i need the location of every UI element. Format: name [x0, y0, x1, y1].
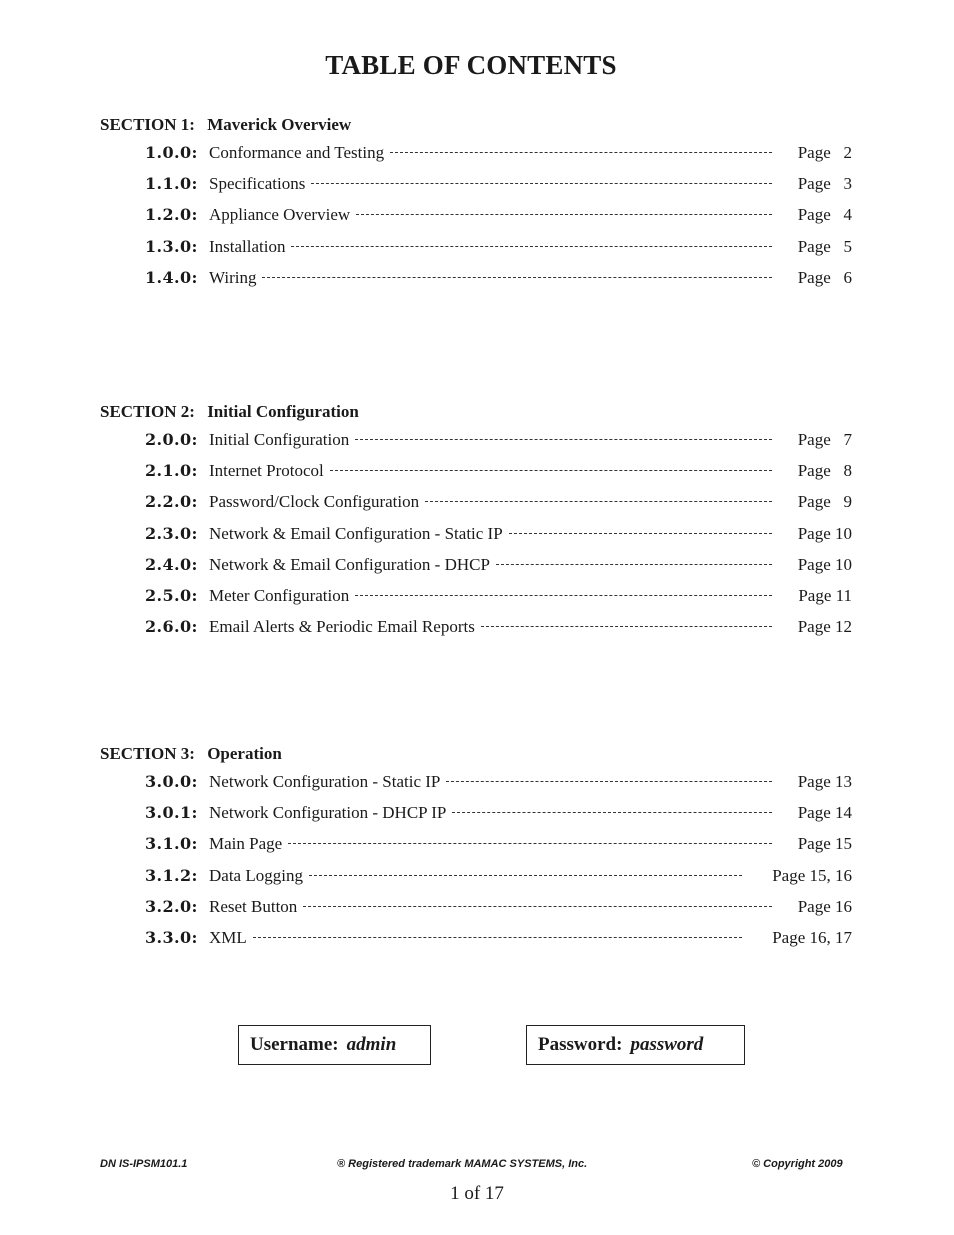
- entry-number: 3.0.0:: [145, 772, 198, 791]
- entry-title-wrap: [209, 860, 750, 891]
- dotted-leader: [330, 470, 772, 471]
- entry-page: Page 3: [797, 174, 852, 194]
- entry-number: 2.0.0:: [145, 430, 198, 449]
- entry-title: Internet Protocol: [209, 461, 324, 481]
- entry-title-wrap: [209, 199, 780, 230]
- entry-number: 2.6.0:: [145, 617, 198, 637]
- entry-title-wrap: [209, 424, 780, 455]
- entry-number: 1.1.0:: [145, 174, 198, 194]
- entry-title-wrap: [209, 611, 780, 642]
- toc-entry[interactable]: [100, 231, 852, 262]
- entry-page: Page 14: [797, 803, 852, 823]
- copyright-notice: © Copyright 2009: [752, 1158, 843, 1170]
- entry-page: Page 4: [797, 205, 852, 225]
- section-1: [100, 113, 852, 293]
- toc-entry[interactable]: [100, 922, 852, 953]
- toc-entry[interactable]: [100, 828, 852, 859]
- toc-entry[interactable]: [100, 891, 852, 922]
- entry-number: 2.1.0:: [145, 461, 198, 481]
- entry-page: Page 10: [797, 554, 852, 574]
- entry-title-wrap: [209, 828, 780, 859]
- dotted-leader: [446, 781, 772, 782]
- toc-entry[interactable]: [100, 580, 852, 611]
- entry-page: Page 8: [797, 461, 852, 481]
- page-indicator: 1 of 17: [450, 1183, 504, 1204]
- entry-number: 3.3.0:: [145, 927, 198, 947]
- entry-page: Page 12: [797, 617, 852, 637]
- entry-page: Page 13: [797, 772, 852, 791]
- entry-title: XML: [209, 927, 247, 947]
- entry-number: 2.3.0:: [145, 523, 198, 543]
- dotted-leader: [452, 812, 772, 813]
- toc-entry[interactable]: [100, 797, 852, 828]
- dotted-leader: [288, 843, 772, 844]
- section-label: SECTION 2:: [100, 402, 195, 421]
- dotted-leader: [496, 564, 772, 565]
- entry-number: 3.2.0:: [145, 896, 198, 916]
- toc-entry[interactable]: [100, 486, 852, 517]
- entry-title: Password/Clock Configuration: [209, 492, 420, 512]
- entry-title-wrap: [209, 486, 780, 517]
- section-label: SECTION 1:: [100, 115, 195, 134]
- toc-entry[interactable]: [100, 549, 852, 580]
- entry-title: Network & Email Configuration - DHCP: [209, 554, 490, 574]
- entry-number: 1.3.0:: [145, 236, 198, 256]
- entry-number: 2.5.0:: [145, 585, 198, 605]
- entry-page: Page 2: [797, 143, 852, 162]
- toc-entry[interactable]: [100, 766, 852, 797]
- entry-title: Specifications: [209, 174, 306, 194]
- section-name: Initial Configuration: [207, 402, 359, 421]
- entry-number: 1.4.0:: [145, 267, 198, 287]
- username-value: admin: [346, 1034, 397, 1055]
- entry-number: 3.0.1:: [145, 803, 198, 823]
- dotted-leader: [311, 183, 772, 184]
- toc-entry[interactable]: [100, 199, 852, 230]
- section-heading: [100, 742, 852, 766]
- entry-number: 1.0.0:: [145, 143, 198, 162]
- entry-title: Conformance and Testing: [209, 143, 385, 162]
- entry-title-wrap: [209, 549, 780, 580]
- entry-page: Page 7: [797, 430, 852, 449]
- entry-number: 1.2.0:: [145, 205, 198, 225]
- entry-title: Network & Email Configuration - Static IP: [209, 523, 503, 543]
- entry-title-wrap: [209, 891, 780, 922]
- toc-entry[interactable]: [100, 137, 852, 168]
- entry-title: Network Configuration - Static IP: [209, 772, 441, 791]
- username-box: [238, 1025, 431, 1065]
- entry-title: Installation: [209, 236, 286, 256]
- doc-number: DN IS-IPSM101.1: [100, 1158, 188, 1170]
- entry-page: Page 16, 17: [772, 927, 852, 947]
- section-name: Maverick Overview: [207, 115, 352, 134]
- dotted-leader: [481, 626, 772, 627]
- toc-entry[interactable]: [100, 860, 852, 891]
- entry-title: Email Alerts & Periodic Email Reports: [209, 617, 475, 637]
- entry-page: Page 16: [797, 896, 852, 916]
- section-2: [100, 400, 852, 642]
- entry-number: 3.1.0:: [145, 834, 198, 854]
- section-heading: [100, 400, 852, 424]
- entry-number: 2.2.0:: [145, 492, 198, 512]
- username-label: Username:: [250, 1034, 339, 1055]
- dotted-leader: [253, 937, 742, 938]
- entry-title: Appliance Overview: [209, 205, 351, 225]
- entry-page: Page 10: [797, 523, 852, 543]
- entry-title: Reset Button: [209, 896, 298, 916]
- entry-title: Meter Configuration: [209, 585, 350, 605]
- entry-page: Page 15, 16: [772, 865, 852, 885]
- entry-title-wrap: [209, 922, 750, 953]
- dotted-leader: [425, 501, 772, 502]
- entry-page: Page 11: [798, 585, 852, 605]
- section-heading: [100, 113, 852, 137]
- toc-entry[interactable]: [100, 262, 852, 293]
- section-name: Operation: [207, 744, 282, 763]
- dotted-leader: [303, 906, 772, 907]
- entry-title: Wiring: [209, 267, 257, 287]
- section-3: [100, 742, 852, 953]
- dotted-leader: [356, 214, 772, 215]
- dotted-leader: [355, 439, 772, 440]
- entry-title-wrap: [209, 262, 780, 293]
- toc-entry[interactable]: [100, 424, 852, 455]
- toc-entry[interactable]: [100, 168, 852, 199]
- entry-title-wrap: [209, 797, 780, 828]
- entry-number: 2.4.0:: [145, 554, 198, 574]
- entry-title-wrap: [209, 455, 780, 486]
- entry-title: Initial Configuration: [209, 430, 350, 449]
- password-box: [526, 1025, 745, 1065]
- dotted-leader: [509, 533, 772, 534]
- entry-title-wrap: [209, 168, 780, 199]
- dotted-leader: [291, 246, 772, 247]
- entry-number: 3.1.2:: [145, 865, 198, 885]
- page-title: TABLE OF CONTENTS: [325, 50, 617, 80]
- password-label: Password:: [538, 1034, 623, 1055]
- entry-title-wrap: [209, 137, 780, 168]
- entry-title-wrap: [209, 580, 780, 611]
- entry-title: Main Page: [209, 834, 283, 854]
- dotted-leader: [309, 875, 742, 876]
- password-value: password: [630, 1034, 704, 1055]
- entry-title-wrap: [209, 766, 780, 797]
- entry-title-wrap: [209, 518, 780, 549]
- dotted-leader: [262, 277, 772, 278]
- entry-page: Page 15: [797, 834, 852, 854]
- entry-title: Data Logging: [209, 865, 303, 885]
- entry-page: Page 9: [797, 492, 852, 512]
- dotted-leader: [355, 595, 772, 596]
- entry-title-wrap: [209, 231, 780, 262]
- toc-entry[interactable]: [100, 518, 852, 549]
- toc-entry[interactable]: [100, 611, 852, 642]
- dotted-leader: [390, 152, 772, 153]
- entry-page: Page 6: [797, 267, 852, 287]
- entry-page: Page 5: [797, 236, 852, 256]
- toc-entry[interactable]: [100, 455, 852, 486]
- trademark-notice: ® Registered trademark MAMAC SYSTEMS, Inc.: [337, 1158, 588, 1170]
- entry-title: Network Configuration - DHCP IP: [209, 803, 447, 823]
- section-label: SECTION 3:: [100, 744, 195, 763]
